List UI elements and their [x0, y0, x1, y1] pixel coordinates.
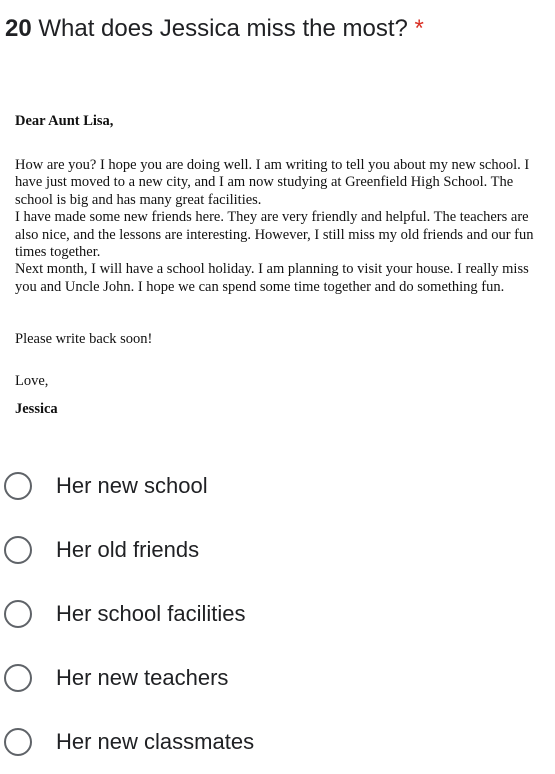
option-her-old-friends[interactable] — [4, 518, 544, 582]
option-label: Her old friends — [56, 537, 200, 562]
option-label: Her new classmates — [56, 729, 255, 754]
letter-signature: Jessica — [15, 401, 58, 417]
option-her-new-classmates[interactable] — [4, 710, 544, 774]
letter-paragraph: I have made some new friends here. They are very friendly and helpful. The teachers are also nice, and the lessons are interesting. However, I still miss my old friends and our fun times together. — [15, 209, 534, 261]
letter-image — [15, 113, 545, 417]
letter-paragraph: Next month, I will have a school holiday. I am planning to visit your house. I really miss you and Uncle John. I hope we can spend some time together and do something fun. — [15, 261, 529, 295]
question-text: What does Jessica miss the most? — [38, 15, 408, 42]
letter-body — [15, 157, 545, 296]
option-label: Her school facilities — [56, 601, 246, 626]
required-asterisk: * — [414, 15, 424, 42]
option-label: Her new teachers — [56, 665, 229, 690]
option-her-school-facilities[interactable] — [4, 582, 544, 646]
letter-paragraph: How are you? I hope you are doing well. I am writing to tell you about my new school. I have just moved to a new city, and I am now studying at Greenfield High School. The school is big and has many great facilities. — [15, 157, 530, 208]
option-label: Her new school — [56, 473, 208, 498]
question-number: 20 — [5, 15, 32, 42]
radio-button[interactable] — [4, 664, 32, 692]
radio-button[interactable] — [4, 536, 32, 564]
option-her-new-school[interactable] — [4, 454, 544, 518]
radio-button[interactable] — [4, 728, 32, 756]
question-title — [5, 12, 424, 46]
radio-button[interactable] — [4, 472, 32, 500]
letter-signoff: Love, — [15, 373, 49, 389]
letter-greeting: Dear Aunt Lisa, — [15, 113, 114, 129]
option-her-new-teachers[interactable] — [4, 646, 544, 710]
letter-closing: Please write back soon! — [15, 331, 153, 347]
radio-button[interactable] — [4, 600, 32, 628]
answer-options — [4, 454, 544, 774]
